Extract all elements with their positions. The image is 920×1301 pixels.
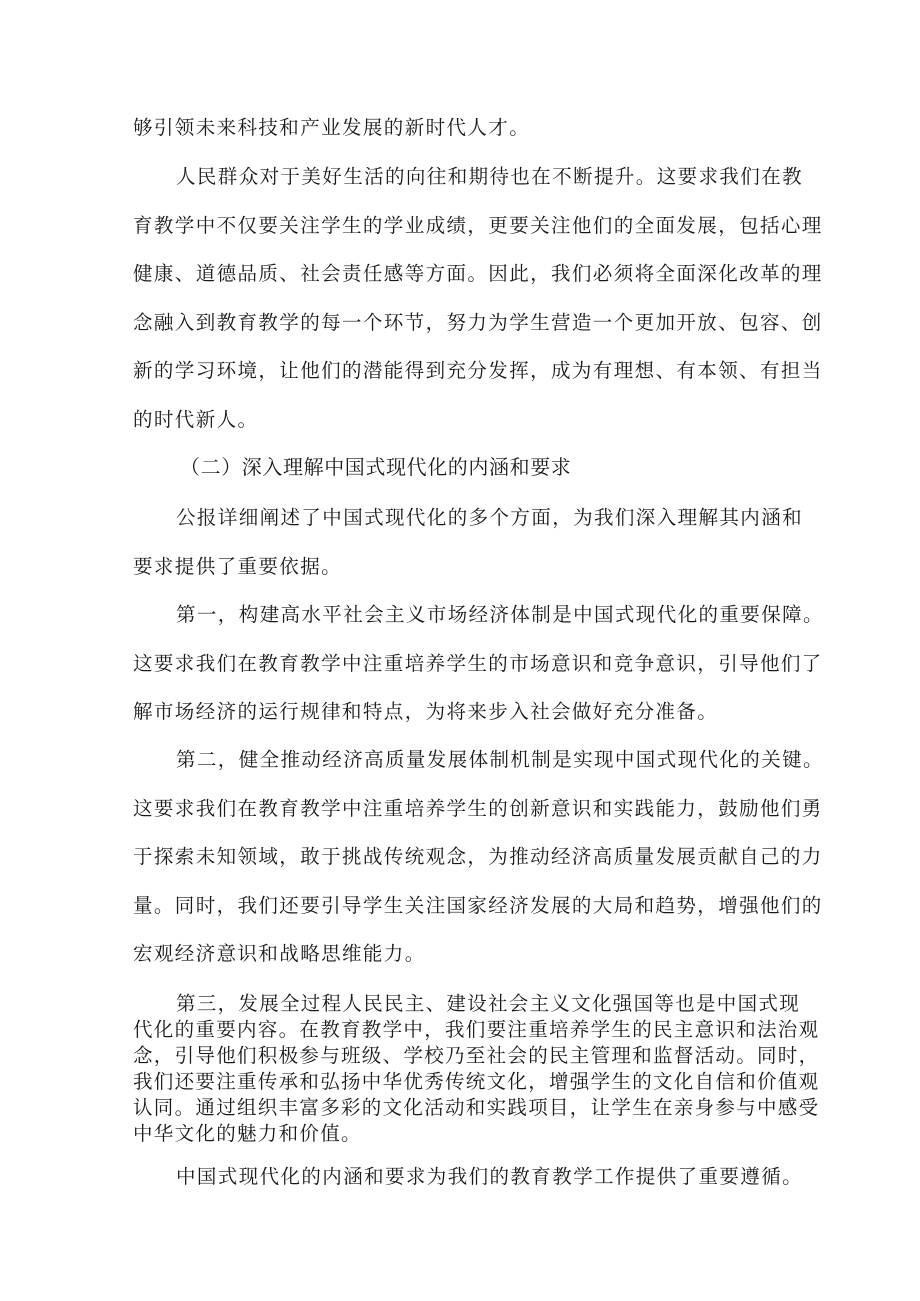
paragraph-second-point — [133, 736, 824, 979]
text-line: 这要求我们在教育教学中注重培养学生的创新意识和实践能力，鼓励他们勇 — [133, 796, 823, 820]
paragraph-third-point — [133, 991, 820, 1147]
text-line: 第二，健全推动经济高质量发展体制机制是实现中国式现代化的关键。 — [176, 748, 824, 771]
text-line: 健康、道德品质、社会责任感等方面。因此，我们必须将全面深化改革的理 — [133, 262, 823, 285]
text-line: 育教学中不仅要关注学生的学业成绩，更要关注他们的全面发展，包括心理 — [133, 213, 823, 237]
text-line: 于探索未知领域，敢于挑战传统观念，为推动经济高质量发展贡献自己的力 — [133, 845, 823, 868]
paragraph-closing — [133, 1153, 804, 1202]
text-line: 第一，构建高水平社会主义市场经济体制是中国式现代化的重要保障。 — [176, 603, 824, 626]
paragraph-communique — [133, 494, 804, 591]
text-line: 解市场经济的运行规律和特点，为将来步入社会做好充分准备。 — [133, 700, 719, 723]
text-line: 这要求我们在教育教学中注重培养学生的市场意识和竞争意识，引导他们了 — [133, 651, 823, 675]
text-line: 中华文化的魅力和价值。 — [133, 1122, 362, 1145]
text-line: 我们还要注重传承和弘扬中华优秀传统文化，增强学生的文化自信和价值观 — [133, 1070, 820, 1093]
text-line: 代化的重要内容。在教育教学中，我们要注重培养学生的民主意识和法治观 — [133, 1018, 820, 1041]
text-line: 认同。通过组织丰富多彩的文化活动和实践项目，让学生在亲身参与中感受 — [133, 1096, 820, 1119]
text-line: 念融入到教育教学的每一个环节，努力为学生营造一个更加开放、包容、创 — [133, 310, 823, 334]
paragraph-first-point — [133, 591, 824, 737]
text-line: 够引领未来科技和产业发展的新时代人才。 — [133, 116, 531, 139]
text-line: 量。同时，我们还要引导学生关注国家经济发展的大局和趋势，增强他们的 — [133, 893, 823, 917]
text-line: 新的学习环境，让他们的潜能得到充分发挥，成为有理想、有本领、有担当 — [133, 359, 823, 382]
text-line: 第三，发展全过程人民民主、建设社会主义文化强国等也是中国式现 — [176, 992, 801, 1015]
text-line: 要求提供了重要依据。 — [133, 554, 343, 578]
text-line: 公报详细阐述了中国式现代化的多个方面，为我们深入理解其内涵和 — [176, 506, 804, 529]
paragraph-opening — [133, 104, 793, 153]
text-line: 宏观经济意识和战略思维能力。 — [133, 942, 426, 965]
section-heading: （二）深入理解中国式现代化的内涵和要求 — [180, 455, 572, 479]
text-line: 的时代新人。 — [133, 407, 259, 431]
text-line: 念，引导他们积极参与班级、学校乃至社会的民主管理和监督活动。同时， — [133, 1044, 820, 1067]
text-line: 人民群众对于美好生活的向往和期待也在不断提升。这要求我们在教 — [176, 165, 804, 188]
text-line: 中国式现代化的内涵和要求为我们的教育教学工作提供了重要遵循。 — [176, 1165, 804, 1188]
paragraph-people-expectations — [133, 153, 823, 444]
